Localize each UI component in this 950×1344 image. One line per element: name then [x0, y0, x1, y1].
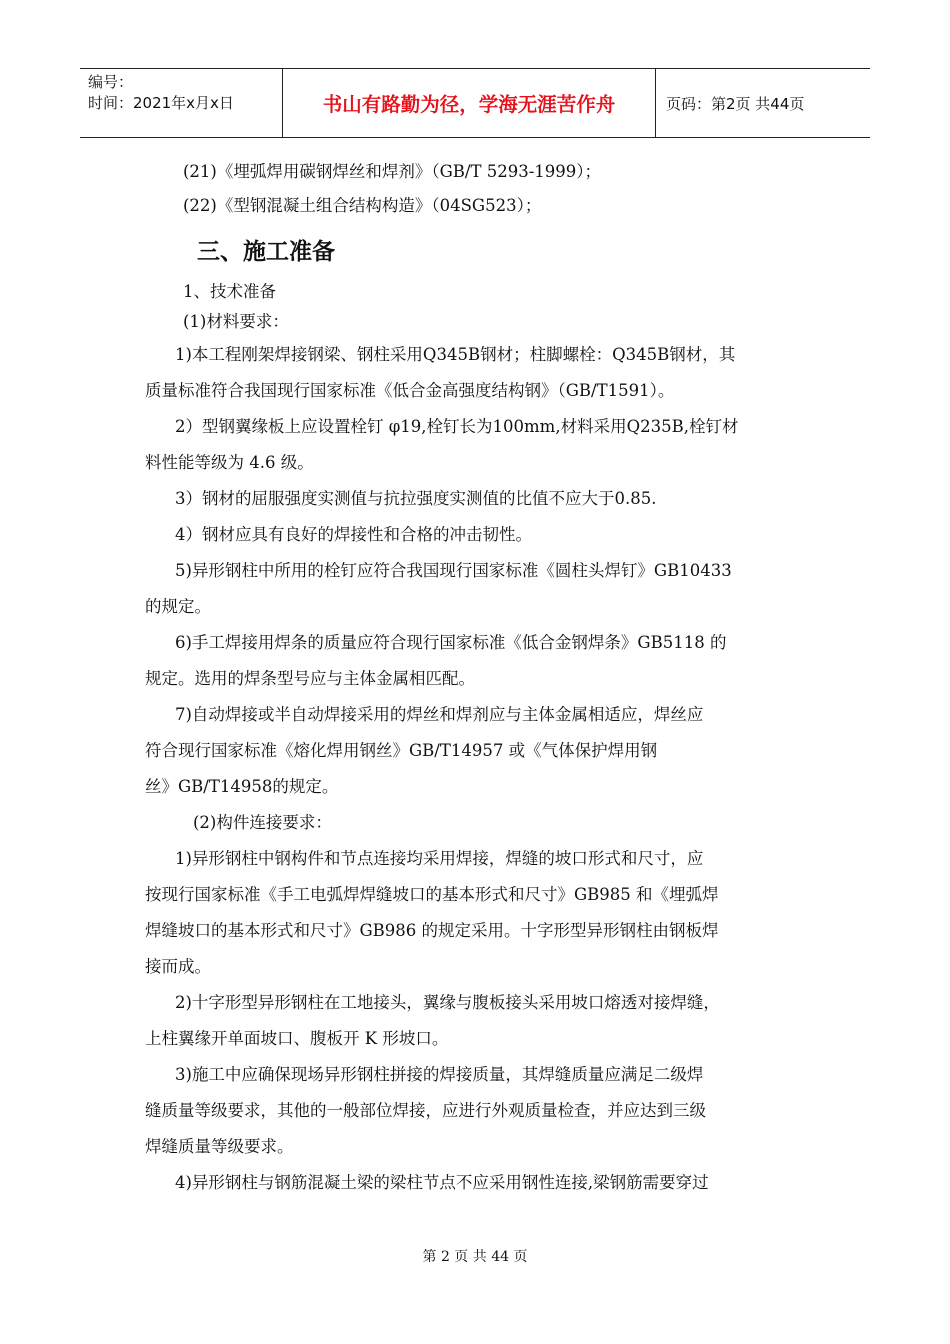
page-footer: 第 2 页 共 44 页 — [422, 1249, 528, 1265]
text-line: 按现行国家标准《手工电弧焊焊缝坡口的基本形式和尺寸》GB985 和《埋弧焊 — [145, 885, 719, 904]
text-line: (1)材料要求： — [183, 312, 289, 331]
text-line: 4）钢材应具有良好的焊接性和合格的冲击韧性。 — [175, 525, 532, 544]
text-line: 5)异形钢柱中所用的栓钉应符合我国现行国家标准《圆柱头焊钉》GB10433 — [175, 561, 732, 580]
text-line: 规定。选用的焊条型号应与主体金属相匹配。 — [145, 669, 475, 688]
header-time-label: 时间：2021年x月x日 — [88, 94, 234, 112]
text-line: 符合现行国家标准《熔化焊用钢丝》GB/T14957 或《气体保护焊用钢 — [145, 741, 658, 760]
text-line: 焊缝质量等级要求。 — [145, 1137, 294, 1156]
text-line: 3)施工中应确保现场异形钢柱拼接的焊接质量，其焊缝质量应满足二级焊 — [175, 1065, 704, 1084]
header-meta-cell — [80, 69, 283, 137]
text-line: 质量标准符合我国现行国家标准《低合金高强度结构钢》（GB/T1591）。 — [145, 381, 675, 400]
text-line: 1、技术准备 — [183, 282, 276, 301]
text-line: 6)手工焊接用焊条的质量应符合现行国家标准《低合金钢焊条》GB5118 的 — [175, 633, 727, 652]
text-line: (22)《型钢混凝土组合结构构造》（04SG523）； — [183, 196, 542, 215]
text-line: 4)异形钢柱与钢筋混凝土梁的梁柱节点不应采用钢性连接,梁钢筋需要穿过 — [175, 1173, 709, 1192]
text-line: 7)自动焊接或半自动焊接采用的焊丝和焊剂应与主体金属相适应，焊丝应 — [175, 705, 704, 724]
document-body — [145, 155, 810, 1201]
section-heading: 三、施工准备 — [197, 239, 335, 265]
text-line: 2）型钢翼缘板上应设置栓钉 φ19,栓钉长为100mm,材料采用Q235B,栓钉材 — [175, 417, 739, 436]
text-line: 3）钢材的屈服强度实测值与抗拉强度实测值的比值不应大于0.85. — [175, 489, 657, 508]
text-line: 的规定。 — [145, 597, 211, 616]
text-line: 1)本工程刚架焊接钢梁、钢柱采用Q345B钢材；柱脚螺栓：Q345B钢材，其 — [175, 345, 736, 364]
text-line: 料性能等级为 4.6 级。 — [145, 453, 314, 472]
text-line: (2)构件连接要求： — [193, 813, 332, 832]
text-line: 2)十字形型异形钢柱在工地接头，翼缘与腹板接头采用坡口熔透对接焊缝， — [175, 993, 720, 1012]
header-page-info: 页码：第2页 共44页 — [666, 94, 805, 113]
header-number-label: 编号： — [88, 73, 134, 91]
text-line: (21)《埋弧焊用碳钢焊丝和焊剂》（GB/T 5293-1999）； — [183, 162, 602, 181]
text-line: 上柱翼缘开单面坡口、腹板开 K 形坡口。 — [145, 1029, 449, 1048]
header-table — [80, 68, 870, 138]
text-line: 接而成。 — [145, 957, 211, 976]
text-line: 焊缝坡口的基本形式和尺寸》GB986 的规定采用。十字形型异形钢柱由钢板焊 — [145, 921, 719, 940]
text-line: 缝质量等级要求，其他的一般部位焊接，应进行外观质量检查，并应达到三级 — [145, 1101, 706, 1120]
header-motto: 书山有路勤为径，学海无涯苦作舟 — [283, 69, 656, 137]
text-line: 丝》GB/T14958的规定。 — [145, 777, 339, 796]
text-line: 1)异形钢柱中钢构件和节点连接均采用焊接，焊缝的坡口形式和尺寸，应 — [175, 849, 704, 868]
